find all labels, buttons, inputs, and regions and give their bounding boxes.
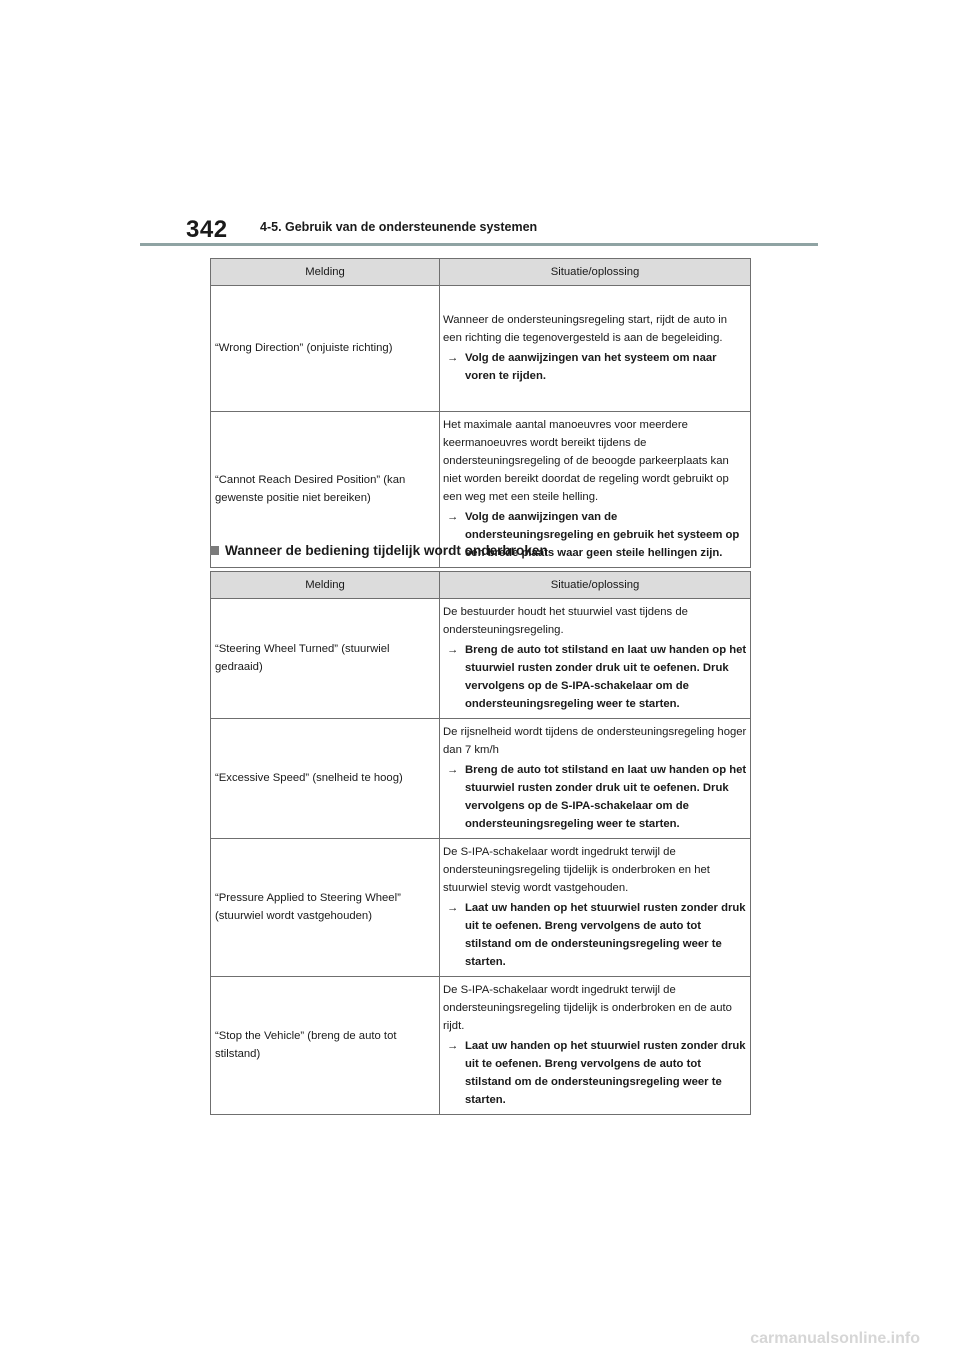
message-table-1 [210, 258, 751, 568]
action-text: Breng de auto tot stilstand en laat uw handen op het stuurwiel rusten zonder druk uit te oefenen. Druk vervolgens op de S-IPA-schakelaar om de ondersteuningsregeling weer te starten. [465, 764, 747, 830]
situation-text: De bestuurder houdt het stuurwiel vast tijdens de ondersteuningsregeling. [443, 606, 688, 636]
header-divider [140, 243, 818, 246]
square-bullet-icon [210, 546, 219, 555]
situation-cell [440, 719, 751, 839]
situation-text: De rijsnelheid wordt tijdens de ondersteuningsregeling hoger dan 7 km/h [443, 726, 747, 756]
table-row [211, 719, 751, 839]
action-text: Laat uw handen op het stuurwiel rusten zonder druk uit te oefenen. Breng vervolgens de auto tot stilstand om de ondersteuningsregeling weer te starten. [465, 902, 746, 968]
situation-text: Wanneer de ondersteuningsregeling start, rijdt de auto in een richting die tegenovergesteld is aan de begeleiding. [443, 314, 728, 344]
message-cell: “Pressure Applied to Steering Wheel” (stuurwiel wordt vastgehouden) [211, 839, 440, 977]
subheading-text: Wanneer de bediening tijdelijk wordt onderbroken [225, 543, 548, 558]
arrow-right-icon: → [447, 1040, 459, 1052]
arrow-right-icon: → [447, 644, 459, 656]
page-number: 342 [186, 216, 228, 243]
subheading [210, 543, 548, 558]
action-text: Laat uw handen op het stuurwiel rusten zonder druk uit te oefenen. Breng vervolgens de auto tot stilstand om de ondersteuningsregeling weer te starten. [465, 1040, 746, 1106]
situation-cell [440, 599, 751, 719]
column-header-situatie: Situatie/oplossing [440, 572, 751, 599]
action-instruction [443, 349, 747, 385]
action-instruction [443, 1037, 747, 1109]
action-text: Volg de aanwijzingen van het systeem om naar voren te rijden. [465, 352, 717, 382]
message-cell: “Steering Wheel Turned” (stuurwiel gedraaid) [211, 599, 440, 719]
message-table-2 [210, 571, 751, 1115]
action-instruction [443, 641, 747, 713]
situation-text: Het maximale aantal manoeuvres voor meerdere keermanoeuvres wordt bereikt tijdens de ondersteuningsregeling of de beoogde parkeerplaats kan niet worden bereikt doordat de regeling wordt gebruikt op een weg met een steile helling. [443, 419, 729, 503]
column-header-melding: Melding [211, 259, 440, 286]
table-header-row [211, 259, 751, 286]
table-header-row [211, 572, 751, 599]
action-instruction [443, 761, 747, 833]
column-header-melding: Melding [211, 572, 440, 599]
situation-text: De S-IPA-schakelaar wordt ingedrukt terwijl de ondersteuningsregeling tijdelijk is onderbroken en het stuurwiel stevig wordt vastgehouden. [443, 846, 710, 894]
message-cell: “Wrong Direction” (onjuiste richting) [211, 286, 440, 412]
situation-cell [440, 977, 751, 1115]
table-row [211, 977, 751, 1115]
message-cell: “Excessive Speed” (snelheid te hoog) [211, 719, 440, 839]
table-row [211, 286, 751, 412]
arrow-right-icon: → [447, 511, 459, 523]
situation-text: De S-IPA-schakelaar wordt ingedrukt terwijl de ondersteuningsregeling tijdelijk is onderbroken en de auto rijdt. [443, 984, 732, 1032]
arrow-right-icon: → [447, 902, 459, 914]
section-title: 4-5. Gebruik van de ondersteunende systemen [260, 220, 538, 234]
message-cell: “Cannot Reach Desired Position” (kan gewenste positie niet bereiken) [211, 412, 440, 568]
watermark-logo [720, 1328, 920, 1348]
table-row [211, 839, 751, 977]
situation-cell [440, 286, 751, 412]
action-instruction [443, 899, 747, 971]
action-text: Breng de auto tot stilstand en laat uw handen op het stuurwiel rusten zonder druk uit te oefenen. Druk vervolgens op de S-IPA-schakelaar om de ondersteuningsregeling weer te starten. [465, 644, 747, 710]
watermark-text: carmanualsonline.info [750, 1330, 920, 1347]
message-cell: “Stop the Vehicle” (breng de auto tot stilstand) [211, 977, 440, 1115]
situation-cell [440, 839, 751, 977]
action-text: Volg de aanwijzingen van de ondersteuningsregeling en gebruik het systeem op een brede plaats waar geen steile hellingen zijn. [465, 511, 740, 559]
arrow-right-icon: → [447, 352, 459, 364]
column-header-situatie: Situatie/oplossing [440, 259, 751, 286]
arrow-right-icon: → [447, 764, 459, 776]
table-row [211, 599, 751, 719]
